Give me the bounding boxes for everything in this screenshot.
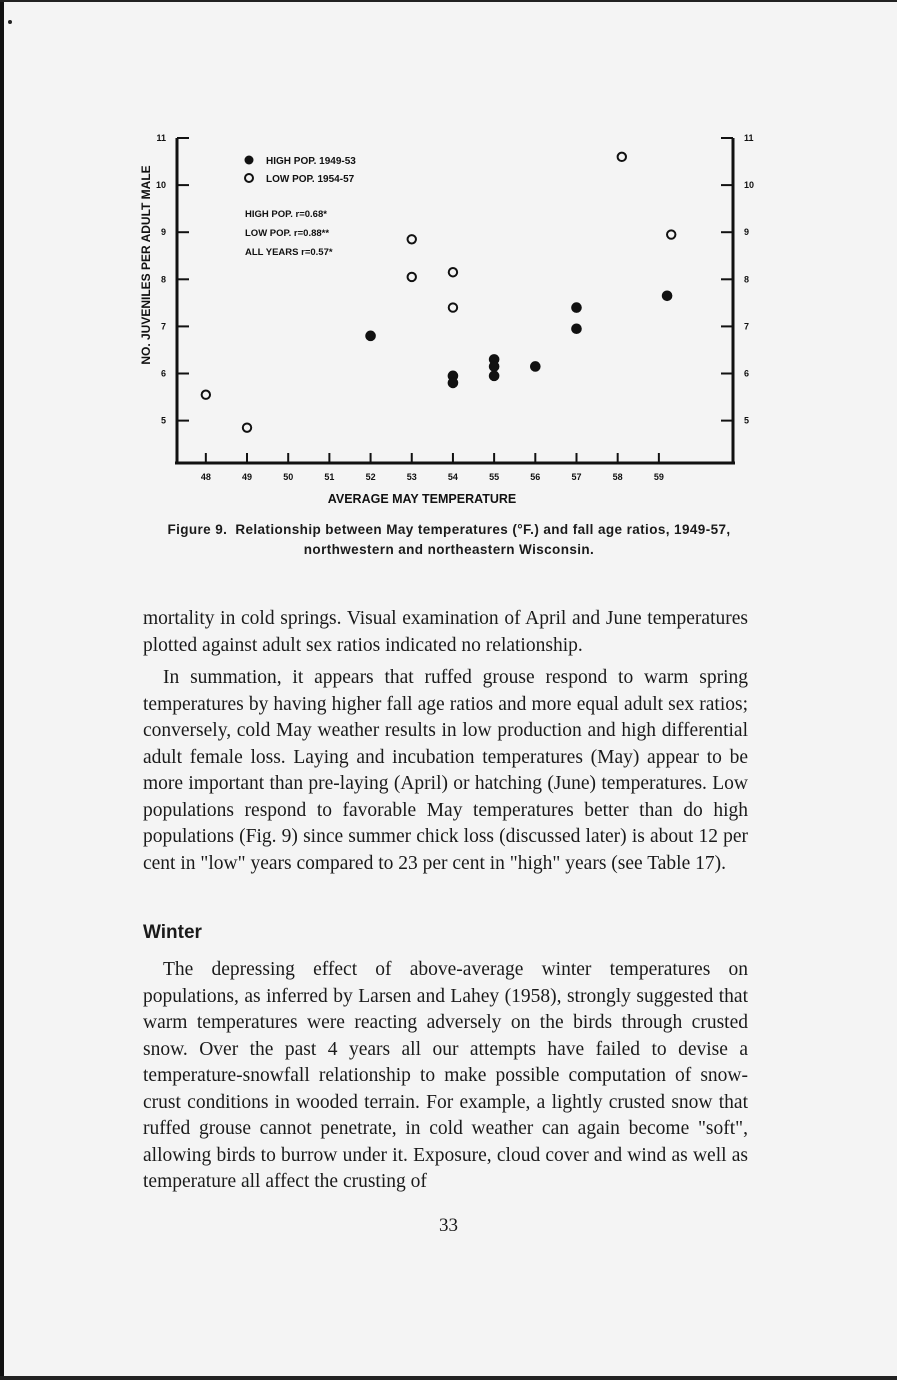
y-tick-label-left: 10	[155, 180, 166, 191]
legend-low-pop-marker	[245, 174, 253, 182]
figure-caption-label: Figure 9.	[167, 522, 228, 537]
section-heading-winter: Winter	[143, 922, 202, 943]
data-point-high-pop	[572, 303, 582, 313]
data-point-high-pop	[489, 371, 499, 381]
data-point-high-pop	[531, 362, 541, 372]
legend-high-pop-label: HIGH POP. 1949-53	[266, 156, 356, 167]
paragraph-winter: The depressing effect of above-average winter temperatures on populations, as inferred by Larsen and Lahey (1958), strongly suggested that warm temperatures were reacting adversely on the birds through crusted snow. Over the past 4 years all our attempts have failed to devise a temperature-snowfall relationship to make possible computation of snow-crust conditions in wooded terrain. For example, a lightly crusted snow that ruffed grouse cannot penetrate, in cold weather can again become "soft", allowing birds to burrow under it. Exposure, cloud cover and wind as well as temperature all affect the crusting of	[143, 959, 748, 1192]
data-point-low-pop	[667, 230, 675, 238]
page-number: 33	[439, 1215, 458, 1236]
paragraph-summation: In summation, it appears that ruffed grouse respond to warm spring temperatures by having higher fall age ratios and more equal adult sex ratios; conversely, cold May weather results in low production and high differential adult female loss. Laying and incubation temperatures (May) appear to be more important than pre-laying (April) or hatching (June) temperatures. Low populations respond to favorable May temperatures better than do high populations (Fig. 9) since summer chick loss (discussed later) is about 12 per cent in "low" years compared to 23 per cent in "high" years (see Table 17).	[143, 667, 748, 874]
chart-ticks	[156, 133, 754, 482]
body-text-upper	[143, 606, 748, 877]
x-tick-label: 58	[612, 472, 623, 482]
data-point-low-pop	[408, 273, 416, 281]
figure-caption	[145, 520, 753, 560]
x-axis-title: AVERAGE MAY TEMPERATURE	[327, 492, 517, 506]
y-tick-label-right: 5	[744, 415, 750, 426]
x-tick-label: 56	[530, 472, 541, 482]
legend-high-pop-marker	[245, 156, 254, 165]
data-point-high-pop	[572, 324, 582, 334]
data-point-low-pop	[618, 153, 626, 161]
x-tick-label: 50	[283, 472, 294, 482]
x-tick-label: 51	[324, 472, 335, 482]
y-tick-label-right: 6	[744, 368, 750, 379]
data-point-low-pop	[243, 423, 251, 431]
data-point-high-pop	[448, 378, 458, 388]
scan-edge-bottom	[0, 1376, 897, 1380]
data-point-low-pop	[449, 268, 457, 276]
chart-points	[202, 153, 676, 432]
annotation-all-years-r: ALL YEARS r=0.57*	[245, 247, 333, 258]
body-text-lower	[143, 957, 748, 1196]
data-point-low-pop	[449, 303, 457, 311]
y-tick-label-right: 11	[744, 133, 754, 143]
x-tick-label: 52	[365, 472, 376, 482]
annotation-high-pop-r: HIGH POP. r=0.68*	[245, 209, 327, 220]
y-tick-label-right: 9	[744, 227, 750, 238]
figure-9-chart	[0, 0, 897, 515]
x-tick-label: 55	[489, 472, 500, 482]
x-tick-label: 57	[571, 472, 582, 482]
y-tick-label-right: 7	[744, 321, 750, 332]
y-tick-label-left: 11	[156, 133, 166, 143]
x-tick-label: 49	[242, 472, 253, 482]
y-tick-label-left: 9	[160, 227, 166, 238]
y-tick-label-right: 8	[744, 274, 750, 285]
y-tick-label-left: 7	[160, 321, 166, 332]
figure-caption-text: Relationship between May temperatures (°F.) and fall age ratios, 1949-57, northwestern and northeastern Wisconsin.	[235, 522, 731, 557]
paragraph-mortality: mortality in cold springs. Visual examination of April and June temperatures plotted against adult sex ratios indicated no relationship.	[143, 608, 748, 656]
y-tick-label-left: 8	[160, 274, 166, 285]
chart-axes	[175, 138, 735, 463]
data-point-high-pop	[366, 331, 376, 341]
data-point-low-pop	[408, 235, 416, 243]
y-tick-label-left: 6	[160, 368, 166, 379]
data-point-low-pop	[202, 391, 210, 399]
annotation-low-pop-r: LOW POP. r=0.88**	[245, 228, 330, 239]
x-tick-label: 53	[406, 472, 417, 482]
y-tick-label-right: 10	[744, 180, 755, 191]
x-tick-label: 48	[200, 472, 211, 482]
data-point-high-pop	[662, 291, 672, 301]
x-tick-label: 59	[653, 472, 664, 482]
y-axis-title: NO. JUVENILES PER ADULT MALE	[139, 165, 153, 365]
y-tick-label-left: 5	[160, 415, 166, 426]
legend-low-pop-label: LOW POP. 1954-57	[266, 174, 355, 185]
chart-legend	[245, 156, 357, 259]
x-tick-label: 54	[447, 472, 458, 482]
data-point-high-pop	[489, 362, 499, 372]
